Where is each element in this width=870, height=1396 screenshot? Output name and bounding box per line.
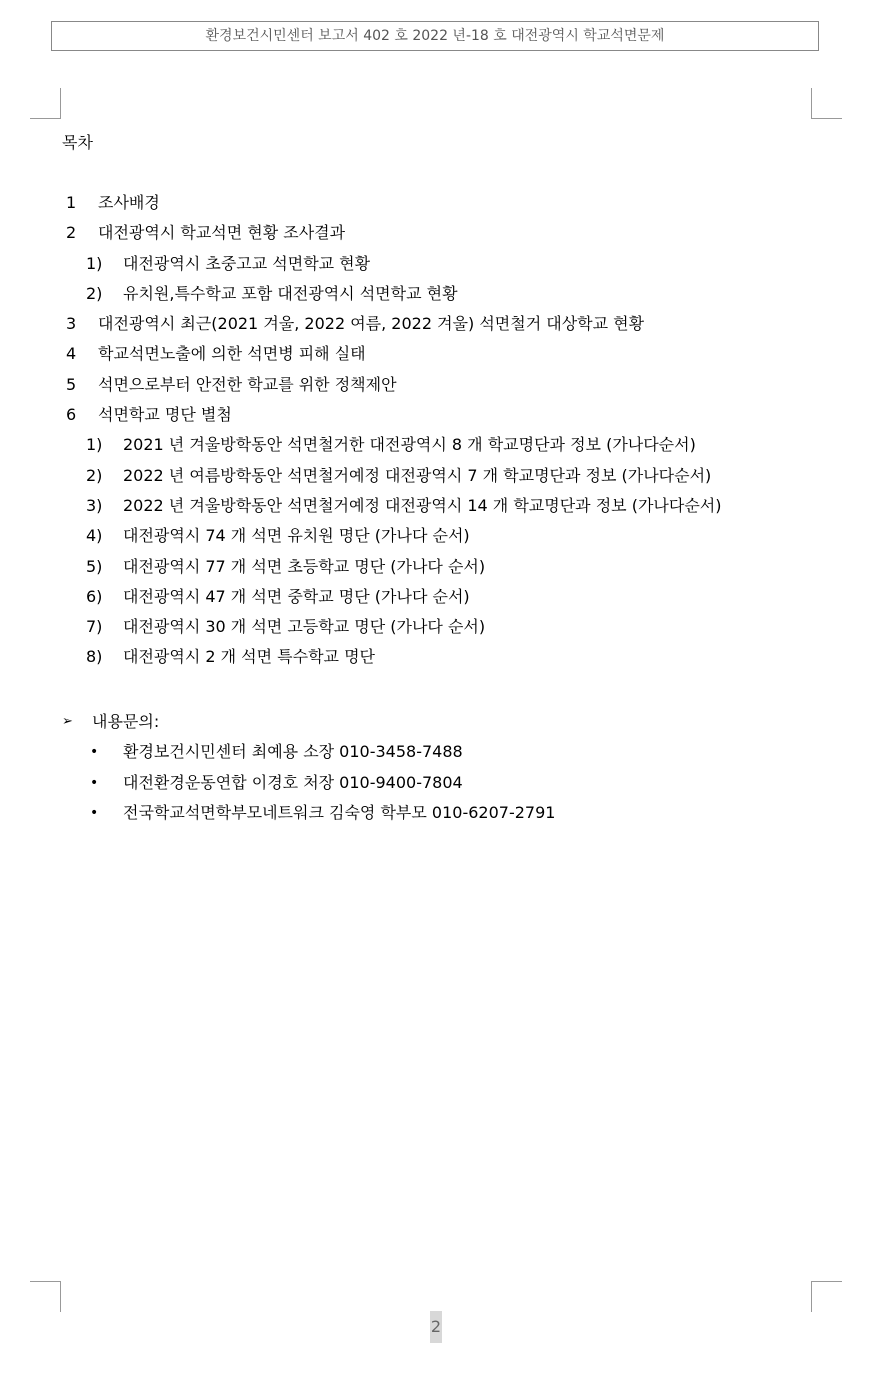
toc-item-number: 6) (86, 586, 103, 606)
toc-item-text: 2022 년 여름방학동안 석면철거예정 대전광역시 7 개 학교명단과 정보 (가나다순서) (123, 465, 712, 485)
toc-item-number: 6 (66, 405, 77, 425)
toc-subitem (62, 642, 852, 672)
toc-item-number: 2 (66, 223, 77, 243)
toc-item-text: 학교석면노출에 의한 석면병 피해 실태 (98, 344, 366, 364)
contact-heading (62, 707, 852, 737)
toc-item (62, 218, 852, 248)
toc-item (62, 400, 852, 430)
crop-mark-top-left (30, 88, 61, 119)
contact-section (62, 707, 852, 828)
toc-item-number: 7) (86, 617, 103, 637)
toc-item-text: 대전광역시 74 개 석면 유치원 명단 (가나다 순서) (123, 526, 470, 546)
toc-item-number: 3) (86, 495, 103, 515)
toc-item-number: 2) (86, 283, 103, 303)
toc-item-number: 1) (86, 253, 103, 273)
contact-item (62, 737, 852, 767)
toc-item-text: 2022 년 겨울방학동안 석면철거예정 대전광역시 14 개 학교명단과 정보 (가나다순서) (123, 495, 722, 515)
running-header: 환경보건시민센터 보고서 402 호 2022 년-18 호 대전광역시 학교석면문제 (51, 21, 819, 51)
toc-subitem (62, 249, 852, 279)
contact-item-text: 환경보건시민센터 최예용 소장 010-3458-7488 (123, 742, 463, 762)
crop-mark-bottom-right (811, 1281, 842, 1312)
toc-subitem (62, 521, 852, 551)
toc-item-text: 조사배경 (98, 193, 160, 212)
crop-mark-bottom-left (30, 1281, 61, 1312)
toc-item-text: 대전광역시 77 개 석면 초등학교 명단 (가나다 순서) (123, 556, 486, 576)
contact-item-text: 전국학교석면학부모네트워크 김숙영 학부모 010-6207-2791 (123, 802, 556, 822)
toc-item-text: 유치원,특수학교 포함 대전광역시 석면학교 현황 (123, 283, 458, 303)
toc-item-text: 석면학교 명단 별첨 (98, 405, 232, 425)
toc-item-text: 2021 년 겨울방학동안 석면철거한 대전광역시 8 개 학교명단과 정보 (가나다순서) (123, 435, 696, 455)
contact-item (62, 768, 852, 798)
toc-item-number: 2) (86, 465, 103, 485)
toc-item-number: 5) (86, 556, 103, 576)
arrow-bullet-icon: ➢ (62, 714, 73, 729)
toc-item-text: 대전광역시 30 개 석면 고등학교 명단 (가나다 순서) (123, 617, 486, 637)
table-of-contents (62, 188, 852, 673)
toc-item (62, 309, 852, 339)
toc-item (62, 370, 852, 400)
bullet-icon: • (90, 804, 99, 821)
toc-item-text: 대전광역시 2 개 석면 특수학교 명단 (123, 647, 375, 667)
contact-item-text: 대전환경운동연합 이경호 처장 010-9400-7804 (123, 772, 463, 792)
bullet-icon: • (90, 774, 99, 791)
toc-item-number: 4) (86, 526, 103, 546)
bullet-icon: • (90, 744, 99, 761)
toc-item-text: 대전광역시 초중고교 석면학교 현황 (123, 253, 371, 273)
toc-item (62, 339, 852, 369)
toc-item-number: 4 (66, 344, 77, 364)
toc-item (62, 188, 852, 218)
toc-subitem (62, 279, 852, 309)
crop-mark-top-right (811, 88, 842, 119)
toc-item-number: 1 (66, 193, 77, 212)
toc-item-text: 석면으로부터 안전한 학교를 위한 정책제안 (98, 374, 397, 394)
contact-title: 내용문의: (92, 712, 160, 731)
toc-subitem (62, 461, 852, 491)
toc-item-number: 1) (86, 435, 103, 455)
toc-item-text: 대전광역시 최근(2021 겨울, 2022 여름, 2022 겨울) 석면철거 대상학교 현황 (98, 314, 645, 334)
toc-subitem (62, 582, 852, 612)
toc-subitem (62, 491, 852, 521)
page-number: 2 (430, 1311, 442, 1343)
toc-item-number: 3 (66, 314, 77, 334)
toc-subitem (62, 430, 852, 460)
toc-item-text: 대전광역시 학교석면 현황 조사결과 (98, 223, 346, 243)
toc-item-number: 8) (86, 647, 103, 667)
toc-item-text: 대전광역시 47 개 석면 중학교 명단 (가나다 순서) (123, 586, 470, 606)
toc-item-number: 5 (66, 374, 77, 394)
toc-subitem (62, 612, 852, 642)
contact-item (62, 798, 852, 828)
toc-subitem (62, 552, 852, 582)
toc-heading: 목차 (62, 133, 93, 152)
